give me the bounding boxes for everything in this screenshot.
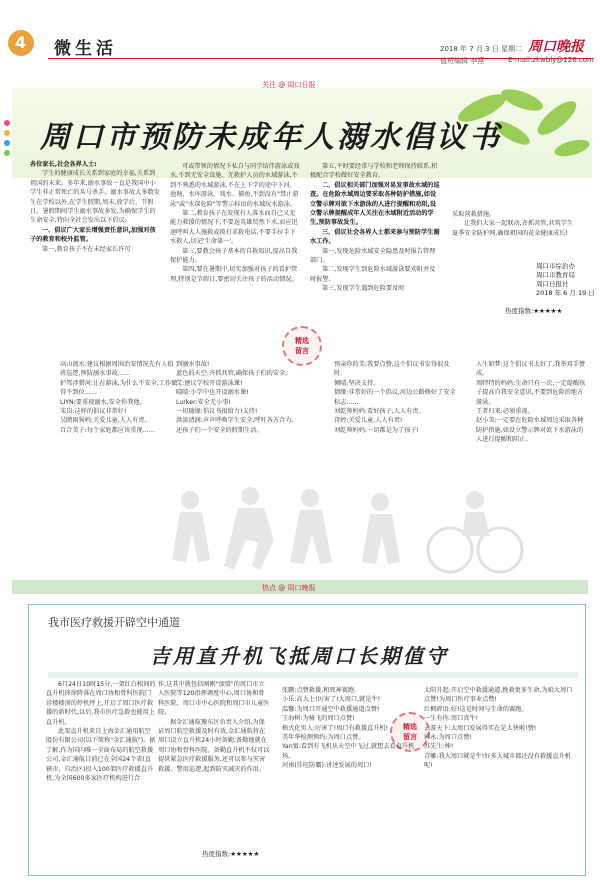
paragraph: 第一,教育孩子不在未经家长许可 — [42, 245, 131, 253]
paragraph: 第二,发现学生到危险水域游泳要劝阻并及时报警。 — [310, 266, 436, 283]
article1-title: 周口市预防未成年人溺水倡议书 — [40, 120, 502, 155]
comment: 格式化男人:厉害了!周口有救援直升机! — [282, 724, 389, 732]
badge-label: 精选 — [403, 723, 417, 731]
comment: 晴晴:小学中也开设溺水课! — [176, 389, 249, 397]
decorative-dots-icon — [2, 118, 12, 158]
badge-label: 精选 — [295, 337, 309, 345]
newspaper-logo: 周口晚报 — [528, 39, 584, 55]
article1-tag: 关注 @ 周口日报 — [262, 81, 316, 89]
paragraph: 让我们大家一起联动,齐抓共管,共筑学生夏季安全防护网,确保祖国的花朵健康成长! — [452, 220, 574, 237]
badge-label: 留言 — [295, 347, 309, 355]
signature-line: 2018 年 6 月 19 日 — [536, 289, 595, 297]
comment: 到溺水事故! — [176, 361, 210, 368]
paragraph: 第五,平时要经常与学校和老师保持联系,积极配合学校做好安全教育。 — [310, 163, 438, 180]
comments-column-c — [334, 360, 456, 435]
paragraph: 据金汇通航豫东区负责人介绍,为保证周口航空救援及时有效,金汇通航将在周口设立直升机24小时备勤,备勤地就在周口协和骨科医院。备勤直升机不仅可以提供紧急医疗救援服务,还可以参与灾害救援、警用巡逻,起到防灾减灾的作用。 — [158, 718, 270, 773]
heat-index: 热度指数:★★★★★ — [202, 850, 260, 858]
comment: 预亲你的美:我要点赞,这个倡议书发得很及时。 — [334, 361, 450, 378]
section-title: 微生活 — [54, 39, 117, 59]
comment: 艾:建议学校开设游泳课! — [176, 379, 243, 387]
article1-column-3 — [310, 162, 440, 312]
comment: 高山流水:建议根据周围治安情况先有人值班巡逻,预防溺水事故…… — [60, 361, 174, 378]
comment: 蓝色的天空:齐抓共管,确保孩子们的安全。 — [176, 370, 292, 378]
article1-column-4 — [452, 210, 578, 250]
divider-tag: 热点 @ 周口晚报 — [262, 584, 316, 592]
comment: 刘乾帅妈妈:一切都是为了孩子! — [334, 426, 420, 434]
comment: 赵小美:一定要在危险水域周边采取各种防护措施,如设立警示牌对欲下水游泳的人进行提醒和阻止。 — [476, 417, 584, 444]
signature-line: 周口日报社 — [536, 280, 569, 288]
article1-column-1 — [30, 160, 160, 310]
paragraph: 6月24日10时15分,一架红白相间的直升机徐徐降落在周口协和骨科医院门诊楼楼顶的停机坪上,开启了周口医疗救援的新时代,以后,我市医疗急救也能用上直升机。 — [46, 681, 156, 726]
article2-rule — [48, 672, 578, 678]
comment: 红枫碎语:好!这是时间与生命的赛跑。 — [424, 705, 528, 713]
paragraph: 各位家长,社会各界人士: — [30, 161, 97, 168]
comment: 吴睛雨狗妈:关爱儿童,人人有责。 — [60, 417, 151, 425]
article2-subtitle: 我市医疗救援开辟空中通道 — [48, 616, 180, 629]
signature-line: 周口市综治办 — [536, 262, 575, 270]
comment: 诗婷:关爱儿童,人人有责! — [334, 417, 403, 425]
comment: 百合美子:每个家庭都应该重视…… — [60, 426, 155, 434]
comment: LIYN:要重视溺水,安全你我他。 — [60, 398, 146, 406]
article2-column-1 — [46, 680, 156, 865]
comment: 苏先生:棒! — [424, 743, 454, 751]
comment: 人生如梦:这个倡议书太好了,我举双手赞成。 — [476, 361, 586, 378]
issue-date: 2018 年 7 月 3 日 星期二 — [440, 45, 523, 53]
paragraph: 第三,发现学生遇到危险要及时 — [322, 285, 405, 293]
paragraph: 可或带领的情况下私自与同学结伴游泳或戏水,不到无安全设施、无救护人员的水域游泳,不到不熟悉的水域游泳,不在上下学的途中下河、池塘、水库游泳、戏水、捕鱼,不到没有"禁止游泳"或"水深危险"等警示标语的水域玩水游泳。 — [170, 163, 300, 208]
comments-column-e — [282, 686, 416, 771]
comment: 一切随缘:倡议书很给力!支持! — [176, 408, 258, 416]
comments-column-f — [424, 686, 574, 771]
paragraph: 第三,要教会孩子基本的自救知识,提高自我保护能力。 — [170, 247, 298, 265]
comment: 洪淡清润:声声呼唤学生安全,呼吁各方合力,还孩子们一个安全的假期生活。 — [176, 417, 294, 434]
article1-column-2 — [170, 162, 300, 310]
paragraph: 此架直升机来自上海金汇通用航空股份有限公司(以下简称"金汇通航")。据了解,作为国内唯一全面布局的航空救援公司,金汇通航目前已在全国24个省(直辖市、自治区)投入100架医疗救援直升机,为全国600多家医疗机构进行合 — [46, 728, 156, 783]
comment: 护驾涉猎河:让在游泳,为什么不安全,工作做得不到位…… — [60, 379, 178, 397]
heat-index: 热度指数:★★★★★ — [505, 307, 563, 315]
header-rule — [48, 58, 594, 59]
comment: 云游天下:太周口发展得实在是太快啦!赞! — [424, 724, 537, 732]
paragraph: 作,这其中就包括刚刚"加盟"的周口市立人医院等120指挥调度中心,周口协和骨科医院、周口市中心医院和周口市儿童医院。 — [158, 681, 270, 717]
comment: 一生有你:周口真牛! — [424, 715, 479, 723]
paragraph: 二、倡议相关部门加强对易发事故水域的巡查。在危险水域周边要采取各种防护措施,如设立警示牌对欲下水游泳的人进行提醒和劝阻,设立警示牌提醒成年人关注在水域附近活动的学生,预防事故发生。 — [310, 181, 440, 227]
comment: 小乐:高大上!厉害了!大周口,就是牛! — [282, 696, 381, 704]
comment: 宋岗:这样的倡议非常好! — [60, 408, 127, 416]
signature-block — [536, 262, 595, 298]
comment: Yan蜜:看到有飞机从天空中飞过,就想去看直升机场。 — [282, 743, 415, 760]
comment: 王海树:为骑飞的周口点赞! — [282, 715, 355, 723]
paragraph: 第一,发现危险水域安全隐患及时报告管理部门。 — [310, 247, 436, 265]
signature-line: 周口市教育局 — [536, 271, 575, 279]
comment: 张鹏:点赞救援,和死神赛跑。 — [282, 687, 361, 694]
comment: 美年华检测预约:为周口点赞。 — [282, 734, 365, 742]
comment: 青雕:我大周口就是牛!好多大城市都还没有救援直升机呢! — [424, 752, 571, 770]
badge-label: 留言 — [403, 733, 417, 741]
editor-email: E-mail:zkwbly@126.com — [508, 56, 594, 64]
comment: 温馨:为周口开通空中救援通道点赞! — [282, 705, 380, 713]
paragraph: 一、倡议广大家长增强责任意识,加强对孩子的教育和校外监管。 — [30, 226, 156, 244]
comment: 倾晴:坚决支持。 — [334, 379, 380, 387]
paragraph: 采取营救措施。 — [452, 211, 496, 218]
page-number: 4 — [15, 33, 27, 52]
comments-column-d — [476, 360, 588, 445]
comments-column-a — [60, 360, 178, 435]
article2-title: 吉用直升机飞抵周口长期值守 — [150, 644, 449, 668]
comment: 郭永:为周口点赞! — [424, 734, 472, 742]
comment: Lurker:安全无小事! — [176, 398, 231, 406]
comment: 情缘:非常好的一个倡议,河边公路修好了安全标志…… — [334, 389, 456, 406]
comments-column-b — [176, 360, 294, 435]
paragraph: 第四,要在暑期中,切实加强对孩子的看护管理,特别是节假日,要密切关注孩子的活动情况。 — [170, 266, 298, 283]
comment: 太阳升起:开启空中救援通道,挽救更多生命,为咱大周口点赞!为周口医疗事业点赞! — [424, 687, 573, 704]
paragraph: 学生的健康成长关系到家庭的幸福,关系到祖国的未来。多年来,溺水事故一直是我国中小学生非正常死亡的头号杀手。溺水事故大多数发生在学校以外,在学生假期,周末,放学后、节假日。暑假期间学生溺水事故多发,为确保学生的生命安全,特向全社会发出以下倡议: — [30, 170, 160, 225]
editor-credit: 值班编辑 李燕 — [440, 57, 485, 65]
comment: 周特特的妈妈:生命只有一次,一定提醒孩子提高自我安全意识,不要到危险的地方游泳。 — [476, 379, 586, 406]
paragraph: 三、倡议社会各界人士都来参与预防学生溺水工作。 — [310, 228, 440, 246]
comment: 刘乾帅妈妈:看好孩子,人人有责。 — [334, 408, 425, 416]
comment: 王者归来:必须重视。 — [476, 408, 534, 416]
silhouette-illustration — [150, 470, 540, 580]
paragraph: 第二,教育孩子在发现有人落水而自己又无能力救援的情况下,不要逞英雄贸然下水,而应迅速呼叫大人施救或拨打求救电话,不要手拉手下水救人,切记'生命第一'。 — [170, 210, 298, 246]
article2-column-2 — [158, 680, 270, 865]
comment: 河南(佳旺防霸):讲述发展的周口! — [282, 762, 372, 770]
